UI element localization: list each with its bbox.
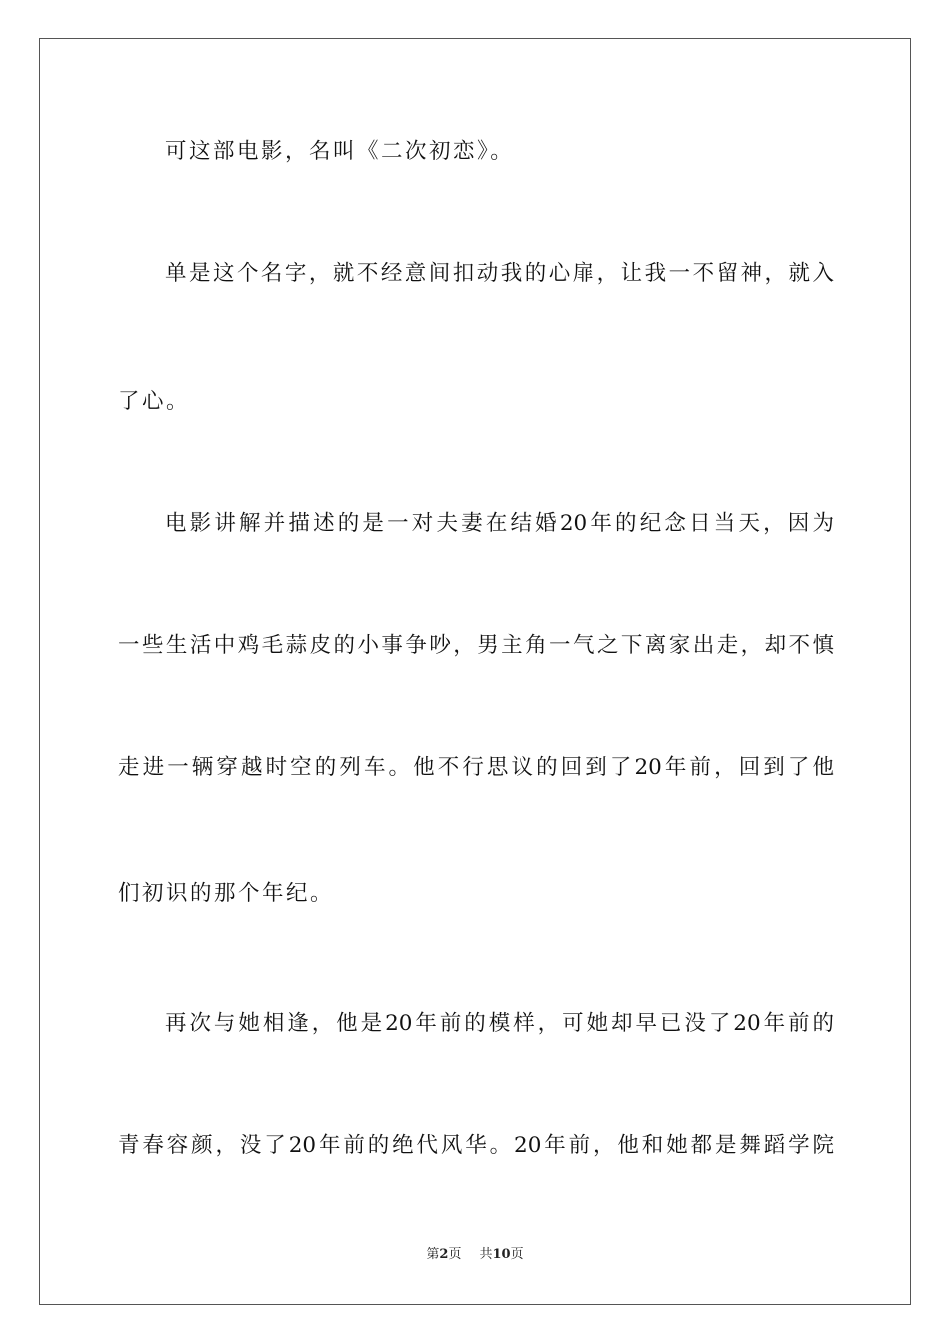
footer-page-number: 2 — [439, 1247, 449, 1262]
paragraph-line: 了心。 — [118, 389, 191, 414]
footer-total-pages: 10 — [492, 1247, 511, 1262]
page-border — [39, 38, 911, 1305]
paragraph-line: 走进一辆穿越时空的列车。他不行思议的回到了20年前，回到了他 — [118, 755, 834, 780]
paragraph-line: 再次与她相逢，他是20年前的模样，可她却早已没了20年前的 — [165, 1011, 834, 1036]
footer-page-suffix: 页 — [448, 1247, 462, 1262]
paragraph-line: 可这部电影，名叫《二次初恋》。 — [165, 139, 515, 164]
paragraph-line: 一些生活中鸡毛蒜皮的小事争吵，男主角一气之下离家出走，却不慎 — [118, 633, 834, 658]
paragraph-line: 单是这个名字，就不经意间扣动我的心扉，让我一不留神，就入 — [165, 261, 834, 286]
page-footer — [0, 1246, 950, 1264]
paragraph-line: 们初识的那个年纪。 — [118, 881, 335, 906]
footer-total-suffix: 页 — [510, 1247, 524, 1262]
paragraph-line: 电影讲解并描述的是一对夫妻在结婚20年的纪念日当天，因为 — [165, 511, 834, 536]
paragraph-line: 青春容颜，没了20年前的绝代风华。20年前，他和她都是舞蹈学院 — [118, 1133, 834, 1158]
footer-total-prefix: 共 — [479, 1247, 493, 1262]
footer-page-prefix: 第 — [426, 1247, 440, 1262]
